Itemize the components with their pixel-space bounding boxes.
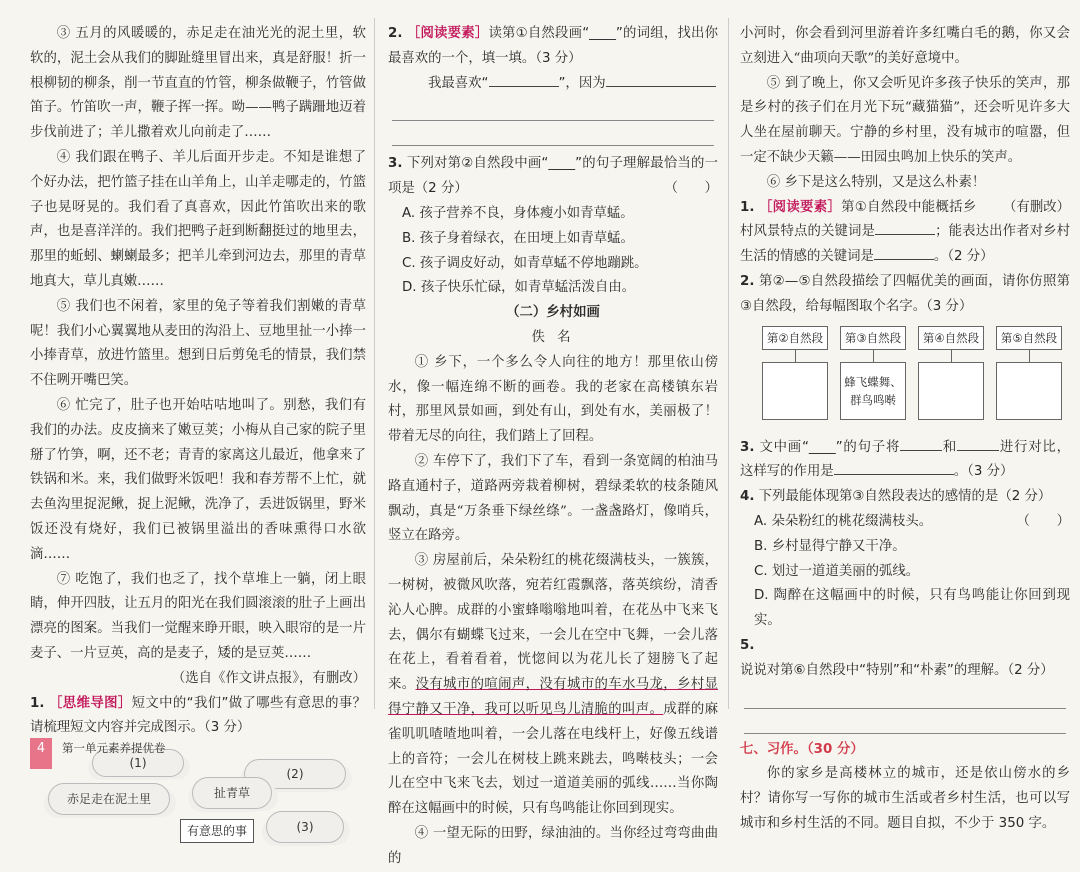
question-r1: 1. ［阅读要素］第①自然段中能概括乡村风景特点的关键词是 ；能表达出作者对乡村生活的情感的关键词是 。（2 分） [740, 199, 1071, 265]
answer-blank[interactable] [957, 450, 999, 451]
mind-map-center: 有意思的事 [180, 819, 254, 843]
column-divider [728, 18, 729, 709]
question-r4: 4. 下列最能体现第③自然段表达的感情的是（2 分） （ ） [740, 485, 1070, 510]
table-header-3: 第③自然段 [840, 326, 906, 350]
article-paragraph-2: ② 车停下了，我们下了车，看到一条宽阔的柏油马路直通村子，道路两旁栽着柳树，碧绿柔软的枝条随风飘动，真是“万条垂下绿丝绦”。一盏盏路灯，像哨兵，竖立在路旁。 [388, 453, 718, 544]
column-divider [374, 18, 375, 709]
article-paragraph-4: ④ 一望无际的田野，绿油油的。当你经过弯弯曲曲的 [388, 825, 718, 866]
page-number: 4 [30, 738, 52, 769]
section-7-prompt: 你的家乡是高楼林立的城市，还是依山傍水的乡村？请你写一写你的城市生活或者乡村生活，也可以写城市和乡村生活的不同。题目自拟，不少于 350 字。 [740, 766, 1070, 831]
mind-map-cloud-1[interactable]: (1) [92, 749, 184, 777]
option-a[interactable]: A. 孩子营养不良，身体瘦小如青草蜢。 [402, 205, 634, 221]
section-7-title: 七、习作。（30 分） [740, 741, 864, 757]
question-r5: 5. 说说对第⑥自然段中“特别”和“朴素”的理解。（2 分） [740, 637, 1054, 678]
answer-blank[interactable] [834, 474, 954, 475]
answer-line[interactable] [744, 709, 1066, 734]
question-1: 1. ［思维导图］短文中的“我们”做了哪些有意思的事？请梳理短文内容并完成图示。（3 分） [30, 695, 367, 736]
table-answer-box[interactable] [762, 362, 828, 420]
mind-map-cloud-2[interactable]: (2) [244, 759, 346, 789]
table-header-5: 第⑤自然段 [996, 326, 1062, 350]
question-r3: 3. 文中画“____”的句子将 和 进行对比，这样写的作用是 。（3 分） [740, 439, 1070, 480]
answer-blank[interactable] [874, 259, 934, 260]
answer-line[interactable] [392, 96, 714, 121]
answer-blank[interactable] [900, 450, 942, 451]
story-paragraph-3: ③ 五月的风暖暖的，赤足走在油光光的泥土里，软软的，泥土会从我们的脚趾缝里冒出来，真是舒服！折一根柳韧的柳条，削一节直直的竹管，柳条做鞭子，竹管做笛子。竹笛吹一声，鞭子挥一挥。呦——鸭子蹒跚地迈着步伐前进了；羊儿撒着欢儿向前走了…… [30, 26, 366, 141]
answer-paren[interactable]: （ ） [664, 181, 718, 197]
mind-map-cloud-5: 扯青草 [192, 777, 272, 809]
option-b[interactable]: B. 孩子身着绿衣，在田埂上如青草蜢。 [402, 230, 634, 246]
table-header-2: 第②自然段 [762, 326, 828, 350]
picture-name-table [740, 326, 1070, 436]
article-paragraph-5: ⑤ 到了晚上，你又会听见许多孩子快乐的笑声，那是乡村的孩子们在月光下玩“藏猫猫”，还会听见许多大人坐在屋前聊天。宁静的乡村里，没有城市的喧嚣，但一定不缺少天籁——田园虫鸣加上快乐的笑声。 [740, 75, 1070, 165]
article-paragraph-1: ① 乡下，一个多么令人向往的地方！那里依山傍水，像一幅连绵不断的画卷。我的老家在高楼镇东岩村，那里风景如画，到处有山，到处有水，美丽极了！带着无尽的向往，我们踏上了回程。 [388, 354, 718, 445]
mind-map [30, 745, 366, 855]
story-paragraph-7: ⑦ 吃饱了，我们也乏了，找个草堆上一躺，闭上眼睛，伸开四肢，让五月的阳光在我们圆滚滚的肚子上画出漂亮的图案。当我们一觉醒来睁开眼，映入眼帘的是一片麦子、一片豆英，高的是麦子，矮的是豆荚…… [30, 571, 366, 661]
question-3: 3. 下列对第②自然段中画“____”的句子理解最恰当的一项是（2 分） （ ） [388, 152, 718, 202]
article-paragraph-4-cont: 小河时，你会看到河里游着许多红嘴白毛的鹅，你又会立刻进入“曲项向天歌”的美好意境中。 [740, 26, 1070, 66]
author: 佚 名 [531, 329, 575, 345]
answer-blank[interactable] [875, 234, 935, 235]
article-paragraph-3: ③ 房屋前后，朵朵粉红的桃花缀满枝头，一簇簇，一树树，被微风吹落，宛若红霞飘落，落英缤纷，清香沁人心脾。成群的小蜜蜂嗡嗡地叫着，在花丛中飞来飞去，偶尔有蝴蝶飞过来，一会儿在空中飞舞，一会儿落在花上，看着看着，恍惚间以为花儿长了翅膀飞了起来。没有城市的喧闹声，没有城市的车水马龙，乡村显得宁静又干净，我可以听见鸟儿清脆的叫声。成群的麻雀叽叽喳喳地叫着，一会儿落在电线杆上，好像五线谱上的音符；一会儿在树枝上跳来跳去，鸣啭枝头；一会儿在空中飞来飞去，划过一道道美丽的弧线……当你陶醉在这幅画中的时候，只有鸟鸣能让你回到现实。 [388, 553, 718, 817]
section-title: （二）乡村如画 [506, 305, 600, 321]
option-d[interactable]: D. 陶醉在这幅画中的时候，只有鸟鸣能让你回到现实。 [754, 588, 1070, 629]
story-paragraph-4: ④ 我们跟在鸭子、羊儿后面开步走。不知是谁想了个好办法，把竹篮子挂在山羊角上，山羊走哪走的，竹篮子也晃呀晃的。我们看了真喜欢，因此竹笛吹出来的歌声，也是喜洋洋的。我们把鸭子赶到断翻挺过的地里去，那里的蚯蚓、蝲蝲最多；把羊儿牵到河边去，那里的青草地真大，草儿真嫩…… [30, 149, 366, 289]
option-c[interactable]: C. 孩子调皮好动，如青草蜢不停地蹦跳。 [402, 255, 648, 271]
question-tag: ［思维导图］ [49, 695, 132, 711]
article-paragraph-6: ⑥ 乡下是这么特别，又是这么朴素！ （有删改） [766, 174, 1070, 215]
question-2: 2. ［阅读要素］读第①自然段画“____”的词组，找出你最喜欢的一个，填一填。（3 分） [388, 26, 718, 66]
option-c[interactable]: C. 划过一道道美丽的弧线。 [754, 563, 920, 579]
connector [951, 349, 952, 362]
mind-map-cloud-4: 赤足走在泥土里 [48, 783, 170, 815]
source-note: （选自《作文讲点报》，有删改） [171, 670, 366, 686]
option-b[interactable]: B. 乡村显得宁静又干净。 [754, 538, 906, 554]
connector [873, 349, 874, 362]
table-answer-box[interactable] [918, 362, 984, 420]
table-filled-box: 蜂飞蝶舞、 群鸟鸣啭 [840, 362, 906, 420]
column-middle [388, 22, 718, 872]
table-answer-box[interactable] [996, 362, 1062, 420]
option-d[interactable]: D. 孩子快乐忙碌，如青草蜢活泼自由。 [402, 280, 636, 296]
connector [795, 349, 796, 362]
answer-blank[interactable] [606, 86, 716, 87]
story-paragraph-6: ⑥ 忙完了，肚子也开始咕咕地叫了。别愁，我们有我们的办法。皮皮摘来了嫩豆荚；小梅从自己家的院子里掰了竹笋，啊，还不老；青青的家离这儿最近，他拿来了铁锅和米。来，我们做野米饭吧！我和春芳帮不上忙，就去鱼沟里捉泥鳅，捉上泥鳅，洗净了，丢进饭锅里，野米饭还没有烧好，我们已被锅里溢出的香味熏得口水欲滴…… [30, 397, 366, 562]
question-r2: 2. 第②—⑤自然段描绘了四幅优美的画面，请你仿照第③自然段，给每幅图取个名字。（3 分） [740, 273, 1070, 314]
underlined-sentence: 没有城市的喧闹声，没有城市的车水马龙，乡村显得宁静又干净，我可以听见鸟儿清脆的叫声。 [388, 677, 718, 717]
table-header-4: 第④自然段 [918, 326, 984, 350]
column-left [30, 22, 366, 855]
answer-paren[interactable]: （ ） [1016, 513, 1070, 529]
answer-line[interactable] [744, 684, 1066, 709]
mind-map-cloud-3[interactable]: (3) [266, 811, 344, 843]
story-paragraph-5: ⑤ 我们也不闲着，家里的兔子等着我们割嫩的青草呢！我们小心翼翼地从麦田的沟沿上、豆地里扯一小捧一小捧青草，放进竹篮里。想到日后剪兔毛的情景，我们禁不住咧开嘴巴笑。 [30, 298, 366, 389]
answer-blank[interactable] [489, 86, 559, 87]
column-right [740, 22, 1070, 837]
answer-line[interactable] [392, 121, 714, 146]
question-2-fill: 我最喜欢“ ”，因为 [388, 72, 718, 97]
connector [1029, 349, 1030, 362]
option-a[interactable]: A. 朵朵粉红的桃花缀满枝头。 [754, 513, 933, 529]
footer-label: 第一单元素养提优卷 [62, 741, 166, 755]
